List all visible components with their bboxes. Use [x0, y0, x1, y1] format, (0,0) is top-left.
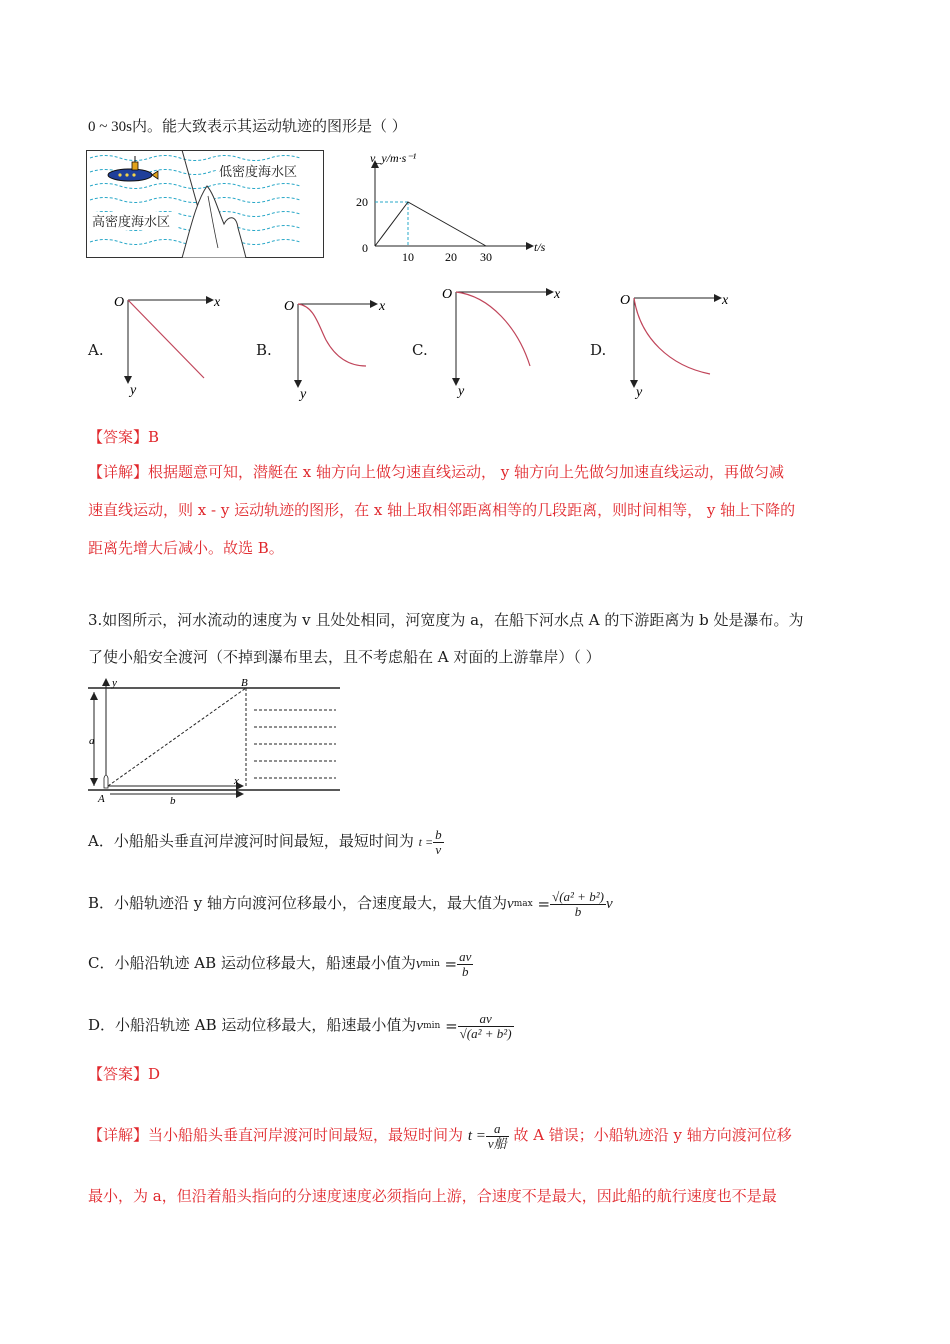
q3-answer: 【答案】D	[88, 1065, 161, 1083]
q3-option-d-frac	[458, 1012, 514, 1041]
q3-option-a-text: A．小船船头垂直河岸渡河时间最短，最短时间为	[88, 832, 414, 850]
option-c-graph	[438, 280, 568, 400]
q2-stem	[88, 116, 407, 137]
q3-option-d-num: av	[479, 1010, 492, 1026]
q3-option-a	[88, 826, 444, 856]
option-b-curve	[298, 304, 366, 366]
vt-origin: 0	[362, 241, 368, 255]
q3-option-d-den: √(a² + b²)	[459, 1025, 512, 1041]
q3-detail-line2: 最小，为 a，但沿着船头指向的分速度速度必须指向上游，合速度不是最大，因此船的航行速度也不是最	[88, 1187, 777, 1205]
vt-xtick-10: 10	[402, 250, 414, 264]
q3-option-a-den: v	[433, 842, 444, 857]
option-d-x: x	[722, 293, 729, 308]
vt-ytick: 20	[356, 195, 368, 209]
q3-detail-lhs: t =	[467, 1128, 486, 1144]
q3-option-c-text: C．小船沿轨迹 AB 运动位移最大，船速最小值为	[88, 954, 416, 972]
option-a-x: x	[214, 295, 221, 310]
q3-option-c	[88, 948, 473, 978]
option-c-y: y	[458, 384, 465, 399]
option-a-graph	[110, 290, 230, 400]
option-d-letter: D.	[590, 341, 607, 359]
q2-stem-time: 0 ~ 30s	[88, 119, 132, 135]
q3-option-b-text: B．小船轨迹沿 y 轴方向渡河位移最小，合速度最大，最大值为	[88, 894, 508, 912]
option-a-origin: O	[114, 295, 125, 310]
option-b-graph	[280, 294, 390, 404]
q2-scene-figure	[86, 150, 324, 258]
q3-option-c-eq: =	[444, 955, 458, 973]
q3-option-d-sub: min	[423, 1021, 441, 1031]
q2-stem-text: 内。能大致表示其运动轨迹的图形是（ ）	[131, 117, 407, 135]
q3-option-c-num: av	[459, 948, 472, 964]
q2-detail-line1	[88, 462, 784, 482]
vt-xtick-20: 20	[445, 250, 457, 264]
q3-stem-line1: 3.如图所示，河水流动的速度为 v 且处处相同，河宽度为 a，在船下河水点 A 的下游距离为 b 处是瀑布。为	[88, 611, 804, 629]
q3-detail-tag: 【详解】	[88, 1126, 149, 1144]
option-d-curve	[634, 298, 710, 374]
q2-detail-tag: 【详解】	[88, 463, 149, 481]
q3-detail-text1-tail: 故 A 错误；小船轨迹沿 y 轴方向渡河位移	[513, 1126, 792, 1144]
option-a-letter: A.	[88, 341, 104, 359]
q3-detail-line1	[88, 1120, 792, 1150]
option-c-curve	[456, 292, 530, 366]
q3-option-b-eq: =	[537, 895, 551, 913]
q3-option-d-text: D．小船沿轨迹 AB 运动位移最大，船速最小值为	[88, 1016, 417, 1034]
q3-option-c-sub: min	[422, 959, 440, 969]
q3-option-d-eq: =	[445, 1017, 458, 1035]
vt-line	[375, 202, 486, 246]
option-c-x: x	[554, 287, 561, 302]
vt-xtick-30: 30	[480, 250, 492, 264]
option-a-y: y	[130, 383, 137, 398]
option-b-x: x	[379, 299, 386, 314]
q3-option-b-num: √(a² + b²)	[552, 888, 604, 904]
option-b-letter: B.	[256, 341, 272, 359]
q3-option-b-sub: max	[513, 899, 533, 909]
river-distance-b: b	[170, 795, 176, 807]
option-a-curve	[128, 300, 204, 378]
river-a-point: A	[98, 793, 105, 805]
q3-option-d	[88, 1010, 514, 1040]
q3-option-c-den: b	[457, 964, 473, 979]
q2-answer: 【答案】B	[88, 428, 160, 446]
q2-vt-graph	[350, 144, 550, 266]
q2-detail-line3: 距离先增大后减小。故选 B。	[88, 539, 284, 557]
option-d-origin: O	[620, 293, 631, 308]
vt-xlabel: t/s	[534, 240, 546, 254]
q3-option-d-lhs: v	[416, 1018, 424, 1034]
high-density-label: 高密度海水区	[92, 214, 171, 229]
boat-icon	[104, 775, 108, 788]
option-d-graph	[616, 288, 736, 400]
q3-option-c-lhs: v	[415, 956, 423, 972]
q3-option-a-lhs: t =	[418, 835, 434, 849]
q3-option-b-tail: v	[605, 896, 613, 912]
q3-detail-frac	[486, 1122, 509, 1151]
q3-option-a-frac	[433, 828, 444, 857]
option-c-origin: O	[442, 287, 453, 302]
q3-detail-text1: 当小船船头垂直河岸渡河时间最短，最短时间为	[148, 1126, 464, 1144]
vt-ylabel: v_y/m·s⁻¹	[370, 151, 417, 165]
option-c-letter: C.	[412, 341, 428, 359]
q3-detail-den: v船	[487, 1135, 507, 1151]
q3-option-b-lhs: v	[507, 896, 514, 912]
q3-stem-line2: 了使小船安全渡河（不掉到瀑布里去，且不考虑船在 A 对面的上游靠岸）（ ）	[88, 648, 601, 666]
river-x-label: x	[234, 775, 239, 787]
q3-option-b-frac	[550, 890, 606, 919]
option-b-origin: O	[284, 299, 295, 314]
q2-detail-text1: 根据题意可知，潜艇在 x 轴方向上做匀速直线运动， y 轴方向上先做匀加速直线运动，再做匀减	[148, 463, 785, 481]
q3-option-a-num: b	[435, 826, 442, 842]
q3-option-b	[88, 888, 613, 918]
q2-detail-line2: 速直线运动，则 x - y 运动轨迹的图形，在 x 轴上取相邻距离相等的几段距离，则时间相等， y 轴上下降的	[88, 501, 796, 519]
option-d-y: y	[636, 385, 643, 400]
river-b-point: B	[241, 677, 248, 689]
q3-detail-num: a	[494, 1120, 501, 1136]
q3-option-c-frac	[457, 950, 473, 979]
option-b-y: y	[300, 387, 307, 402]
river-y-label: y	[112, 677, 117, 689]
low-density-label: 低密度海水区	[219, 164, 298, 179]
q3-option-b-den: b	[550, 904, 606, 919]
river-width-a: a	[89, 735, 95, 747]
q3-river-figure	[86, 676, 346, 810]
